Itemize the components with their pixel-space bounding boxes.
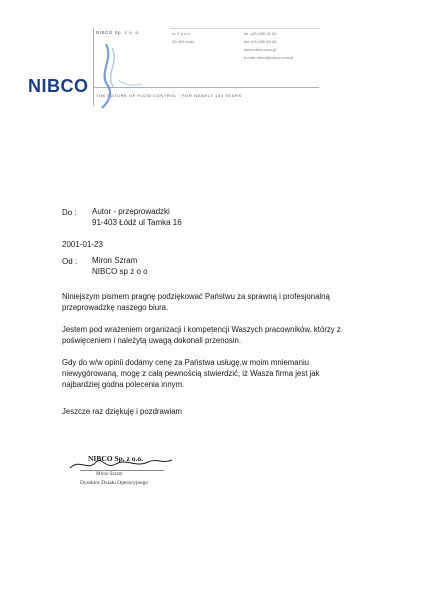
letterhead-address-line: 90-403 Łódź bbox=[172, 39, 195, 44]
stamp-title: Dyrektor Działu Operacyjnego bbox=[80, 480, 149, 486]
letter-date: 2001-01-23 bbox=[62, 240, 103, 249]
logo-swirl-graphic bbox=[84, 40, 144, 110]
paragraph-line: poświęceniem i należytą uwagą dokonali przenosin. bbox=[62, 336, 242, 345]
nibco-logo: NIBCO bbox=[28, 76, 89, 96]
recipient-line: 91-403 Łódź ul Tamka 16 bbox=[92, 218, 182, 227]
letterhead-tagline: THE FUTURE OF FLOW CONTROL · FOR NEARLY 100 YEARS bbox=[96, 93, 242, 98]
to-label: Do : bbox=[62, 208, 77, 217]
letter-paragraph bbox=[62, 406, 382, 417]
paragraph-line: przeprowadzkę naszego biura. bbox=[62, 303, 169, 312]
letterhead-rule-top bbox=[170, 28, 320, 29]
letterhead-company: NIBCO Sp. z o. o. bbox=[96, 30, 141, 35]
paragraph-line: Gdy do w/w opinii dodamy cenę za Państwa usługę,w moim mniemaniu bbox=[62, 358, 310, 367]
paragraph-line: niewygórowaną, mogę z całą pewnością stwierdzić, iż Wasza firma jest jak bbox=[62, 369, 320, 378]
sender-line: NIBCO sp z o o bbox=[92, 267, 148, 276]
letter-paragraph bbox=[62, 324, 382, 346]
letterhead-contact-line: e-mail: nibco@nibco.com.pl bbox=[244, 55, 294, 60]
letterhead-contact-line: tel. (42) 630 81 93 bbox=[244, 31, 277, 36]
paragraph-line: Jestem pod wrażeniem organizacji i kompetencji Waszych pracowników, którzy z bbox=[62, 325, 341, 334]
stamp-name: Miron Szram bbox=[96, 472, 123, 477]
recipient-line: Autor - przeprowadzki bbox=[92, 207, 170, 216]
paragraph-line: najbardziej godna polecenia innym. bbox=[62, 380, 185, 389]
sender-line: Miron Szram bbox=[92, 256, 138, 265]
letter-paragraph bbox=[62, 291, 382, 313]
letter-paragraph bbox=[62, 357, 382, 390]
stamp-company: NIBCO Sp. z o.o. bbox=[88, 454, 144, 463]
paragraph-line: Niniejszym pismem pragnę podziękować Państwu za sprawną i profesjonalną bbox=[62, 292, 330, 301]
letterhead-address-line: ul. T a n a bbox=[172, 31, 190, 36]
signature-line bbox=[80, 470, 164, 471]
letterhead-address bbox=[172, 30, 194, 46]
letterhead-contact-line: fax (42) 630 83 28 bbox=[244, 39, 277, 44]
letterhead-contact bbox=[244, 30, 293, 62]
from-label: Od : bbox=[62, 257, 78, 266]
letterhead-contact-line: www.nibco.com.pl bbox=[244, 47, 277, 52]
paragraph-line: Jeszcze raz dziękuję i pozdrawiam bbox=[62, 407, 183, 416]
